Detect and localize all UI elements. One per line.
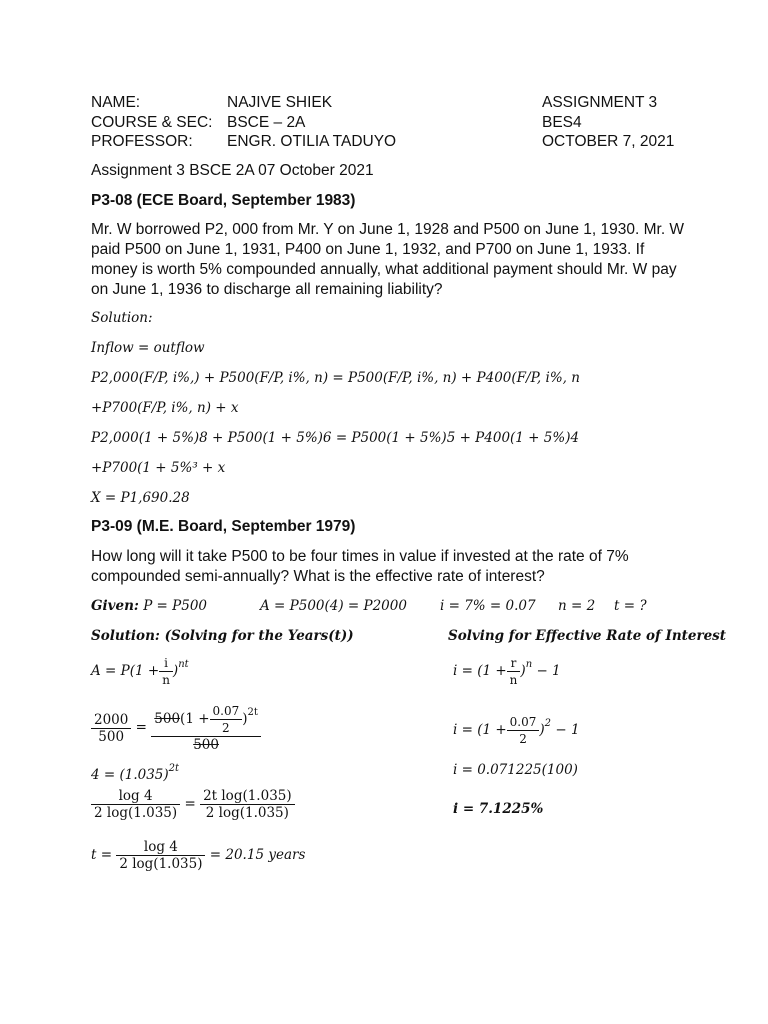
- p1-eq-5: +P700(1 + 5%³ + x: [91, 460, 226, 476]
- r1-fraction: [507, 655, 521, 688]
- r1-num: r: [507, 655, 521, 672]
- f1-num: i: [159, 655, 173, 672]
- given-i: i = 7% = 0.07: [440, 598, 536, 614]
- formula-effective-sub: [453, 714, 580, 747]
- r2-fraction: [507, 714, 540, 747]
- f2-struck-500: 500: [154, 711, 181, 727]
- f5-den: 2 log(1.035): [119, 856, 203, 872]
- f4-left-den: 2 log(1.035): [94, 805, 178, 821]
- f5-fraction: [116, 839, 205, 872]
- label-name: NAME:: [91, 94, 141, 111]
- f3-text: 4 = (1.035): [91, 767, 169, 783]
- p1-eq-4: P2,000(1 + 5%)8 + P500(1 + 5%)6 = P500(1 + 5%)5 + P400(1 + 5%)4: [91, 430, 580, 446]
- f5-num: log 4: [116, 839, 205, 856]
- f2-close: ): [242, 711, 248, 727]
- f2-right-fraction: [151, 703, 261, 753]
- f2-open: (1 +: [180, 711, 210, 727]
- f1-lhs: A = P(1 +: [91, 663, 160, 679]
- f1-exp: nt: [178, 659, 189, 670]
- r1-exp: n: [525, 659, 533, 670]
- r1-den: n: [509, 673, 518, 687]
- f2-inner-den: 2: [222, 721, 230, 735]
- p1-eq-2: P2,000(F/P, i%,) + P500(F/P, i%, n) = P500(F/P, i%, n) + P400(F/P, i%, n: [91, 370, 580, 386]
- r1-lhs: i = (1 +: [453, 663, 507, 679]
- f4-right-den: 2 log(1.035): [205, 805, 289, 821]
- f4-left-fraction: [91, 788, 180, 821]
- r2-exp: 2: [544, 718, 552, 729]
- label-course: COURSE & SEC:: [91, 113, 213, 131]
- f5-lhs: t =: [91, 847, 113, 863]
- f2-exp: 2t: [247, 707, 258, 718]
- formula-effective-value: i = 0.071225(100): [453, 762, 578, 778]
- f2-inner-num: 0.07: [210, 703, 243, 720]
- assignment-number: ASSIGNMENT 3: [542, 94, 658, 111]
- solution-left-heading: Solution: (Solving for the Years(t)): [91, 628, 354, 644]
- value-name: NAJIVE SHIEK: [227, 94, 333, 111]
- given-row: [91, 597, 207, 615]
- problem2-text: How long will it take P500 to be four times in value if invested at the rate of 7% compounded semi-annually? What is the effective rate of interest?: [91, 548, 629, 585]
- header-labels: [91, 93, 212, 152]
- f4-eq: =: [184, 796, 196, 812]
- formula-four: [91, 760, 179, 784]
- label-professor: PROFESSOR:: [91, 133, 193, 150]
- given-n: n = 2: [558, 598, 596, 614]
- value-course: BSCE – 2A: [227, 113, 306, 131]
- assignment-date: OCTOBER 7, 2021: [542, 133, 675, 150]
- header-values: [227, 93, 396, 152]
- p1-eq-3: +P700(F/P, i%, n) + x: [91, 400, 239, 416]
- r2-lhs: i = (1 +: [453, 722, 507, 738]
- f4-left-num: log 4: [91, 788, 180, 805]
- problem2-title: P3-09 (M.E. Board, September 1979): [91, 518, 356, 535]
- formula-ratio: [91, 703, 261, 753]
- f2-eq: =: [135, 719, 147, 736]
- subtitle: Assignment 3 BSCE 2A 07 October 2021: [91, 162, 374, 179]
- given-a: A = P500(4) = P2000: [260, 598, 407, 614]
- formula-log: [91, 788, 295, 821]
- f1-den: n: [162, 673, 170, 687]
- f5-unit: years: [268, 847, 306, 863]
- f2-right-num: [151, 703, 261, 737]
- f2-num: 2000: [91, 712, 131, 729]
- r2-num: 0.07: [507, 714, 540, 731]
- formula-t: [91, 839, 305, 872]
- problem1-title: P3-08 (ECE Board, September 1983): [91, 192, 356, 209]
- given-p: P = P500: [143, 598, 208, 614]
- given-t: t = ?: [614, 598, 647, 614]
- r1-close: ): [520, 663, 526, 679]
- value-professor: ENGR. OTILIA TADUYO: [227, 133, 397, 150]
- p1-eq-answer: X = P1,690.28: [91, 490, 190, 506]
- r2-den: 2: [519, 732, 527, 746]
- formula-effective: [453, 655, 561, 688]
- f2-left-fraction: [91, 712, 131, 745]
- f2-inner-fraction: [210, 703, 243, 736]
- f4-right-num: 2t log(1.035): [200, 788, 295, 805]
- f3-exp: 2t: [168, 763, 180, 774]
- f5-result: = 20.15: [209, 847, 265, 863]
- r2-minus: − 1: [555, 722, 580, 738]
- formula-compound: [91, 655, 189, 688]
- f1-fraction: [159, 655, 173, 688]
- r2-close: ): [539, 722, 545, 738]
- given-label: Given:: [91, 598, 139, 614]
- f2-struck-den: 500: [193, 737, 219, 753]
- r1-minus: − 1: [536, 663, 561, 679]
- solution-right-heading: Solving for Effective Rate of Interest: [448, 628, 727, 644]
- subject-code: BES4: [542, 113, 582, 131]
- p1-solution-label: Solution:: [91, 310, 153, 326]
- f4-right-fraction: [200, 788, 295, 821]
- p1-eq-inflow: Inflow = outflow: [91, 340, 205, 356]
- header-right: [542, 93, 674, 152]
- f1-close: ): [172, 663, 179, 679]
- f2-den: 500: [98, 728, 125, 745]
- formula-effective-answer: i = 7.1225%: [453, 801, 544, 817]
- problem1-text: Mr. W borrowed P2, 000 from Mr. Y on June 1, 1928 and P500 on June 1, 1930. Mr. W paid P500 on June 1, 1931, P400 on June 1, 1932, and P700 on June 1, 1933. If money is worth 5% compounded annually, what additional payment should Mr. W pay on June 1, 1936 to discharge all remaining liability?: [91, 221, 685, 298]
